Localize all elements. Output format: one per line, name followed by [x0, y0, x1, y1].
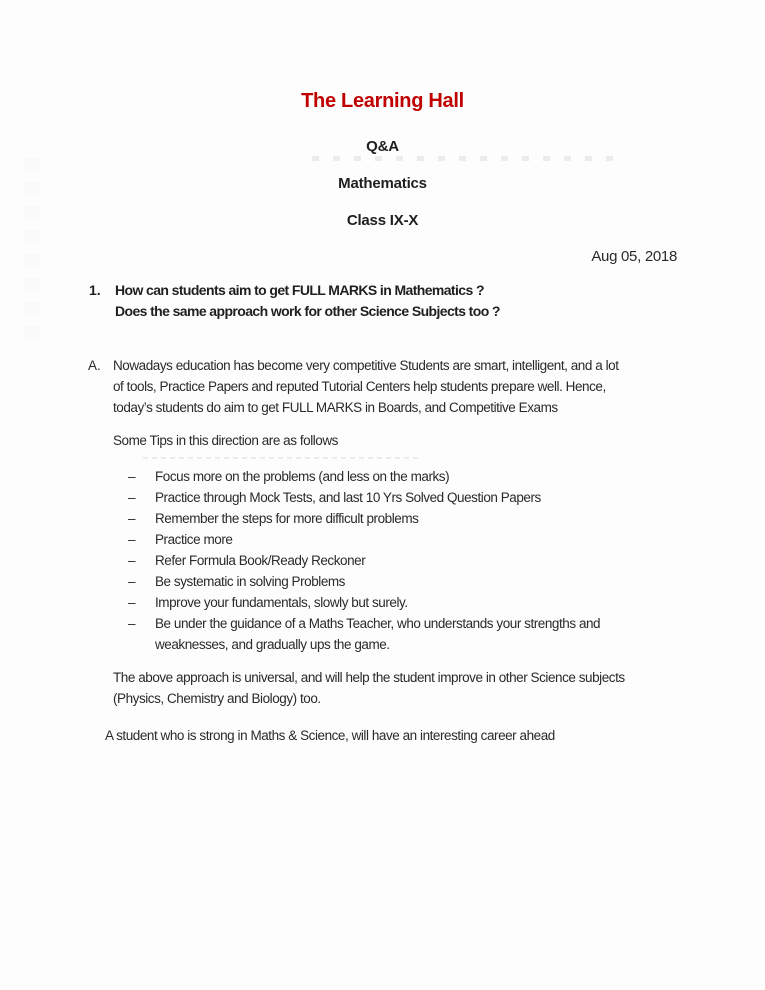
list-item	[128, 466, 765, 487]
answer-paragraph	[113, 355, 619, 418]
tips-list	[0, 466, 765, 655]
list-item	[128, 592, 765, 613]
document-date: Aug 05, 2018	[591, 248, 677, 265]
list-item	[128, 613, 765, 655]
scan-blob-artifact	[24, 158, 40, 340]
question-line: How can students aim to get FULL MARKS in Mathematics ?	[115, 282, 484, 298]
subtitle-qa: Q&A	[366, 138, 399, 155]
paragraph-line: Nowadays education has become very competitive Students are smart, intelligent, and a lot	[113, 358, 619, 373]
paragraph-line: The above approach is universal, and will help the student improve in other Science subjects	[113, 670, 625, 685]
bullet-text: weaknesses, and gradually ups the game.	[155, 637, 390, 652]
answer-marker: A.	[88, 358, 101, 373]
dashed-line-artifact	[143, 457, 421, 459]
dot-row-artifact	[312, 156, 613, 161]
bullet-text: Practice more	[155, 532, 233, 547]
bullet-dash: –	[128, 532, 136, 547]
list-item	[128, 529, 765, 550]
answer-block	[88, 355, 765, 418]
question-line: Does the same approach work for other Science Subjects too ?	[115, 303, 500, 319]
bullet-text: Focus more on the problems (and less on the marks)	[155, 469, 450, 484]
bullet-dash: –	[128, 490, 136, 505]
bullet-text: Practice through Mock Tests, and last 10 Yrs Solved Question Papers	[155, 490, 541, 505]
bullet-dash: –	[128, 574, 136, 589]
bullet-dash: –	[128, 595, 136, 610]
bullet-text: Refer Formula Book/Ready Reckoner	[155, 553, 366, 568]
paragraph-line: (Physics, Chemistry and Biology) too.	[113, 691, 321, 706]
bullet-text: Improve your fundamentals, slowly but surely.	[155, 595, 408, 610]
list-item	[128, 550, 765, 571]
bullet-dash: –	[128, 469, 136, 484]
question-number: 1.	[89, 282, 101, 298]
page-title: The Learning Hall	[301, 90, 464, 112]
final-remark: A student who is strong in Maths & Science, will have an interesting career ahead	[105, 728, 555, 743]
subtitle-class: Class IX-X	[346, 212, 419, 229]
question-block	[89, 280, 765, 322]
bullet-dash: –	[128, 616, 136, 631]
bullet-text: Be under the guidance of a Maths Teacher, who understands your strengths and	[155, 616, 601, 631]
bullet-text: Remember the steps for more difficult problems	[155, 511, 419, 526]
paragraph-line: today’s students do aim to get FULL MARKS in Boards, and Competitive Exams	[113, 400, 558, 415]
list-item	[128, 508, 765, 529]
list-item	[128, 571, 765, 592]
question-text	[115, 280, 500, 322]
tips-intro: Some Tips in this direction are as follows	[113, 433, 338, 448]
closing-paragraph	[113, 667, 765, 709]
bullet-text: Be systematic in solving Problems	[155, 574, 345, 589]
list-item	[128, 487, 765, 508]
bullet-dash: –	[128, 511, 136, 526]
bullet-dash: –	[128, 553, 136, 568]
paragraph-line: of tools, Practice Papers and reputed Tutorial Centers help students prepare well. Hence,	[113, 379, 606, 394]
subtitle-subject: Mathematics	[338, 175, 427, 192]
